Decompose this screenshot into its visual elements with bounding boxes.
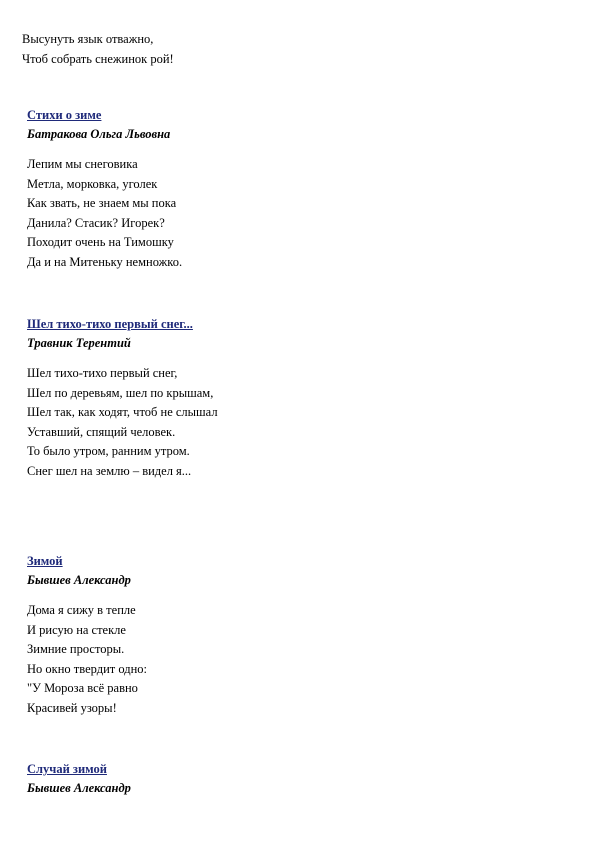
poem-author: Травник Терентий (27, 336, 131, 350)
poem-line: То было утром, ранним утром. (27, 444, 190, 458)
poem-line: Уставший, спящий человек. (27, 424, 176, 439)
poem-text (27, 364, 218, 481)
poem-block (27, 552, 147, 718)
poem-line: Лепим мы снеговика (27, 157, 138, 171)
intro-stanza (22, 29, 174, 69)
poem-line: Шел по деревьям, шел по крышам, (27, 385, 214, 400)
poem-line: Шел так, как ходят, чтоб не слышал (27, 405, 218, 419)
poem-line: Снег шел на землю – видел я... (27, 463, 192, 478)
poem-line: "У Мороза всё равно (27, 681, 138, 695)
poem-title-link[interactable]: Шел тихо-тихо первый снег... (27, 317, 193, 331)
intro-line: Чтоб собрать снежинок рой! (22, 52, 174, 66)
poem-line: Дома я сижу в тепле (27, 603, 136, 617)
poem-line: Метла, морковка, уголек (27, 176, 158, 191)
poem-line: Но окно твердит одно: (27, 661, 148, 676)
poem-title-link[interactable]: Зимой (27, 554, 63, 568)
poem-line: И рисую на стекле (27, 622, 126, 637)
poem-text (27, 155, 182, 272)
poem-block (27, 315, 218, 481)
poem-line: Да и на Митеньку немножко. (27, 254, 183, 269)
poem-author: Бывшев Александр (27, 781, 131, 795)
poem-line: Шел тихо-тихо первый снег, (27, 366, 178, 380)
poem-title-link[interactable]: Стихи о зиме (27, 108, 102, 122)
poem-author: Бывшев Александр (27, 573, 131, 587)
poem-line: Данила? Стасик? Игорек? (27, 215, 165, 230)
poem-title-link[interactable]: Случай зимой (27, 762, 107, 776)
poem-line: Красивей узоры! (27, 700, 117, 715)
intro-line: Высунуть язык отважно, (22, 32, 154, 46)
poem-block (27, 760, 131, 798)
poem-text (27, 601, 147, 718)
poem-block (27, 106, 182, 272)
poem-line: Зимние просторы. (27, 642, 125, 656)
poem-line: Походит очень на Тимошку (27, 235, 174, 249)
poem-author: Батракова Ольга Львовна (27, 127, 171, 141)
poem-line: Как звать, не знаем мы пока (27, 196, 177, 210)
